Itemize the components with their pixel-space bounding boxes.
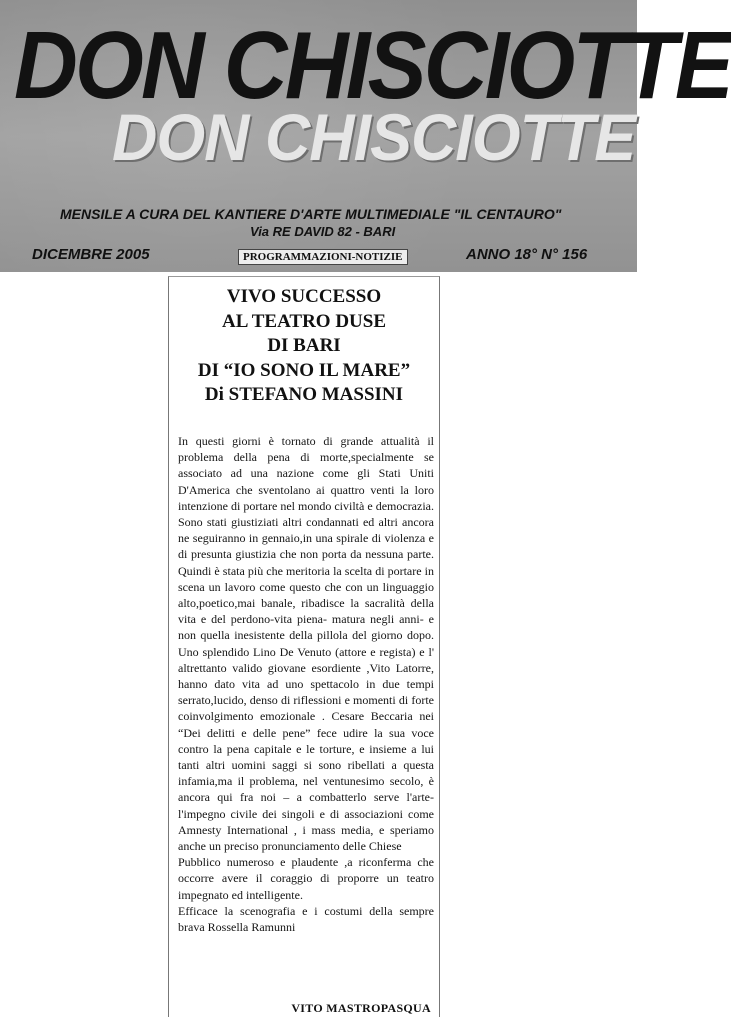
article-paragraph: Efficace la scenografia e i costumi della sempre brava Rossella Ramunni: [178, 903, 434, 935]
masthead: [0, 0, 731, 272]
headline-line: Di STEFANO MASSINI: [204, 384, 404, 405]
masthead-address: Via RE DAVID 82 - BARI: [250, 224, 396, 239]
article-paragraph: Pubblico numeroso e plaudente ,a riconferma che occorre avere il coraggio di proporre un teatro impegnato ed intelligente.: [178, 855, 434, 902]
headline-line: DI “IO SONO IL MARE”: [197, 359, 411, 381]
article-paragraph: In questi giorni è tornato di grande attualità il problema della pena di morte,specialmente se associato ad una nazione come gli Stati Uniti D'America che sventolano ai quattro venti la loro intenzione di portare nel mondo civiltà e democrazia. Sono stati giustiziati altri condannati ed altri ancora ne seguiranno in gennaio,in una spirale di violenza e di presunta giustizia che non porta da nessuna parte. Quindi è stata più che meritoria la scelta di portare in scena un lavoro come questo che con un linguaggio alto,poetico,mai banale, ribadisce la sacralità della vita e del perdono-vita piena- matura negli anni- e non quella inesistente della pillola del giorno dopo. Uno splendido Lino De Venuto (attore e regista) e l' altrettanto valido giovane esordiente ,Vito Latorre, hanno dato vita ad uno spettacolo in due tempi serrato,lucido, denso di riflessioni e momenti di forte coinvolgimento emozionale . Cesare Beccaria nei “Dei delitti e delle pene” fece udire la sua voce contro la pena capitale e le torture, e insieme a lui tanti altri uomini saggi si sono ribellati a questa infamia,ma il problema, nel ventunesimo secolo, è ancora qui fra noi – a combatterlo serve l'arte- l'impegno civile dei singoli e di associazioni come Amnesty International , i mass media, e speriamo anche un preciso pronunciamento delle Chiese: [178, 434, 434, 854]
issue-number: ANNO 18° N° 156: [466, 246, 588, 263]
headline-line: DI BARI: [267, 335, 341, 356]
section-label: PROGRAMMAZIONI-NOTIZIE: [238, 249, 408, 265]
newspaper-title-shadow: DON CHISCIOTTE: [112, 100, 636, 174]
headline-line: VIVO SUCCESSO: [226, 286, 382, 307]
article-headline: [169, 285, 439, 408]
article-column: [168, 276, 440, 1017]
article-body: [178, 433, 434, 935]
headline-line: AL TEATRO DUSE: [221, 310, 386, 332]
issue-date: DICEMBRE 2005: [32, 246, 150, 263]
masthead-subtitle: MENSILE A CURA DEL KANTIERE D'ARTE MULTIMEDIALE "IL CENTAURO": [60, 206, 562, 222]
newspaper-title: DON CHISCIOTTE: [14, 12, 731, 119]
article-author: VITO MASTROPASQUA: [291, 1001, 431, 1015]
